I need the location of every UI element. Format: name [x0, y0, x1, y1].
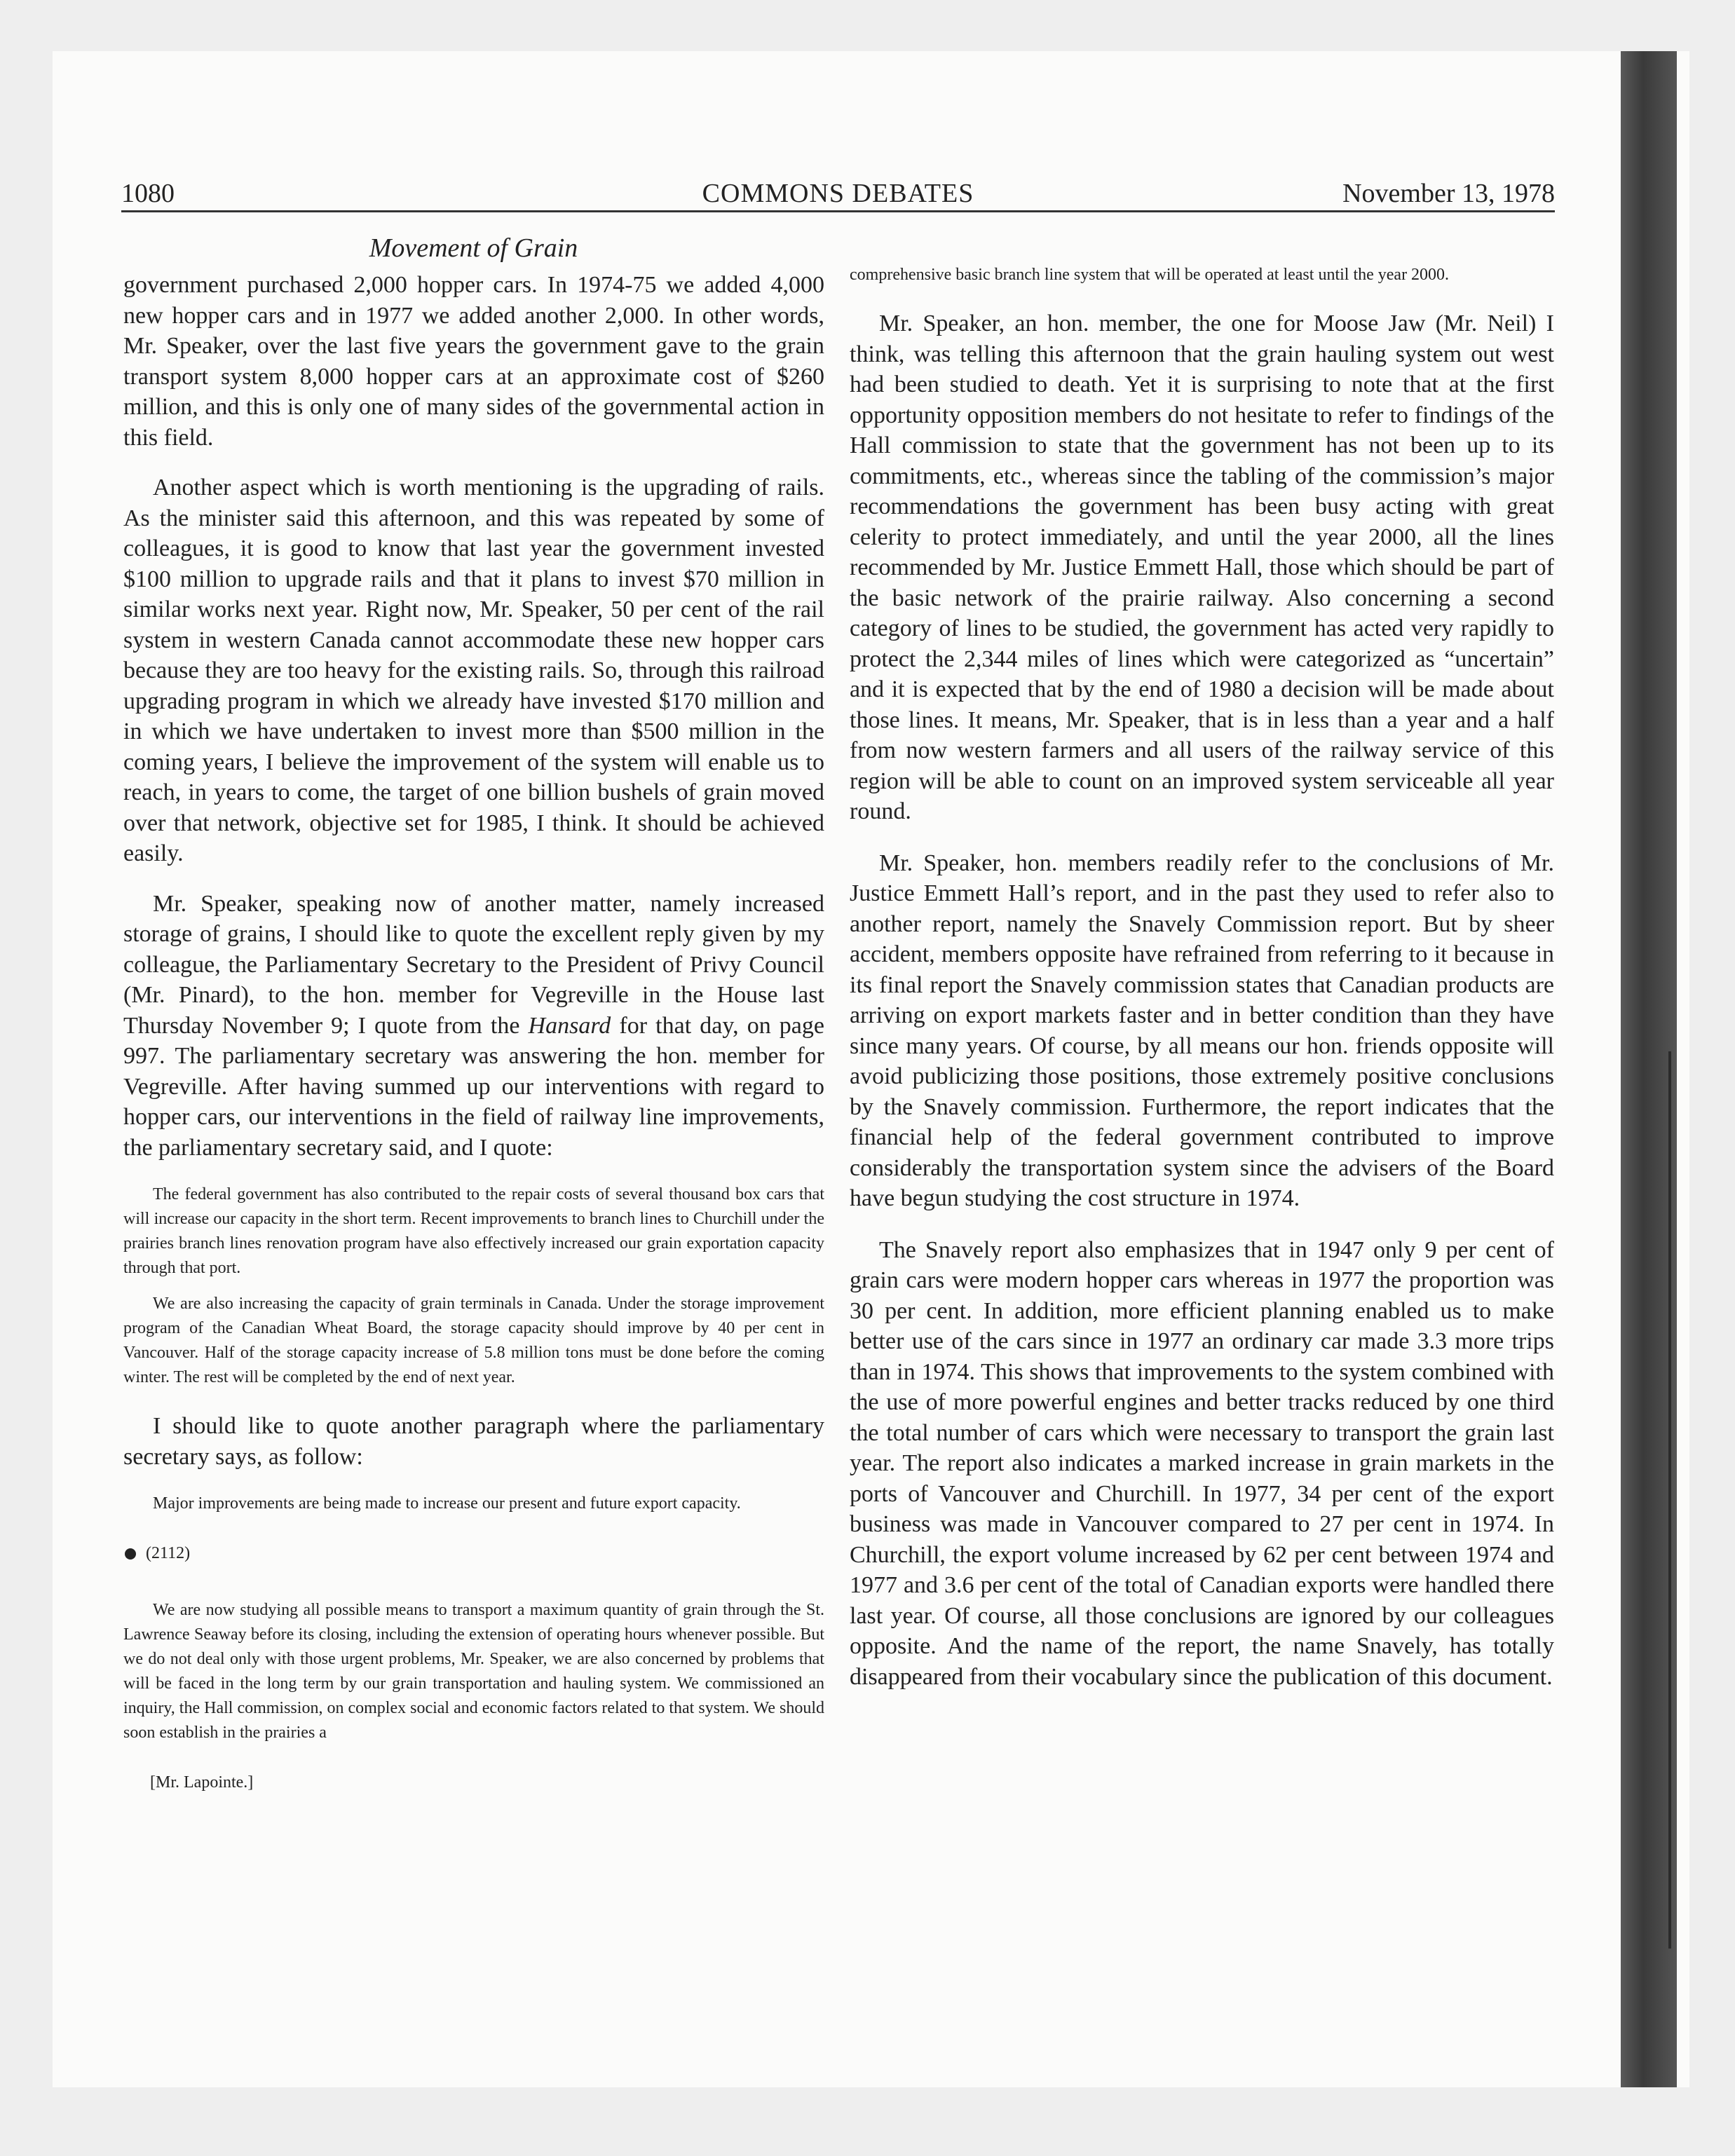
paragraph-text: Mr. Speaker, speaking now of another matter, namely increased storage of grains, I should like to quote the excellent reply given by my colleague, the Parliamentary Secretary to the President of Privy Council (Mr. Pinard), to the hon. member for Vegreville in the House last Thursday November 9; I quote from the — [123, 890, 824, 1039]
speaker-attribution: [Mr. Lapointe.] — [150, 1773, 254, 1792]
publication-title: COMMONS DEBATES — [702, 179, 974, 208]
paragraph: The Snavely report also emphasizes that in 1947 only 9 per cent of grain cars were modern hopper cars whereas in 1977 the proportion was 30 per cent. In addition, more efficient planning enabled us to make better use of the cars since in 1977 an ordinary car made 3.3 more trips than in 1974. This shows that improvements to the system combined with the use of more powerful engines and better tracks reduced by one third the total number of cars which were necessary to transport the grain last year. The report also indicates a marked increase in grain markets in the ports of Vancouver and Churchill. In 1977, 34 per cent of the export business was made in Vancouver compared to 27 per cent in 1974. In Churchill, the export volume increased by 62 per cent between 1974 and 1977 and 3.6 per cent of the total of Canadian exports were handled there last year. Of course, all those conclusions are ignored by our colleagues opposite. And the name of the report, the name Snavely, has totally disappeared from their vocabulary since the publication of this document. — [850, 1236, 1554, 1690]
block-quote: We are now studying all possible means to transport a maximum quantity of grain through the St. Lawrence Seaway before its closing, including the extension of operating hours whenever possible. But we do not deal only with those urgent problems, Mr. Speaker, we are also concerned by problems that will be faced in the long term by our grain transportation and hauling system. We commissioned an inquiry, the Hall commission, on complex social and economic factors related to that system. We should soon establish in the prairies a — [123, 1601, 824, 1742]
paragraph: Another aspect which is worth mentioning is the upgrading of rails. As the minister said this afternoon, and this was repeated by some of colleagues, it is good to know that last year the government invested $100 million to upgrade rails and that it plans to invest $70 million in similar works next year. Right now, Mr. Speaker, 50 per cent of the rail system in western Canada cannot accommodate these new hopper cars because they are too heavy for the existing rails. So, through this railroad upgrading program in which we already have invested $170 million and in which we have undertaken to invest more than $500 million in the coming years, I believe the improvement of the system will enable us to reach, in years to come, the target of one billion bushels of grain moved over that network, objective set for 1985, I think. It should be achieved easily. — [123, 475, 824, 866]
paragraph-text: for that day, on page 997. The parliamentary secretary was answering the hon. member for Vegreville. After having summed up our interventions with regard to hopper cars, our interventions in the field of railway line improvements, the parliamentary secretary said, and I quote: — [123, 1012, 824, 1161]
page-number: 1080 — [121, 179, 175, 208]
block-quote: The federal government has also contributed to the repair costs of several thousand box cars that will increase our capacity in the short term. Recent improvements to branch lines to Churchill under the prairies branch lines renovation program have also effectively increased our grain exportation capacity through that port. — [123, 1185, 824, 1277]
hansard-italic: Hansard — [528, 1012, 611, 1039]
left-column — [123, 270, 824, 1792]
page-header — [121, 174, 1555, 216]
scan-edge-line — [1668, 1051, 1671, 1949]
paragraph: Mr. Speaker, hon. members readily refer to the conclusions of Mr. Justice Emmett Hall’s report, and in the past they used to refer also to another report, namely the Snavely Commission report. But by sheer accident, members opposite have refrained from referring to it because in its final report the Snavely commission states that Canadian products are arriving on export markets faster and in better condition than they have since many years. Of course, by all means our hon. friends opposite will avoid publicizing those positions, those extremely positive conclusions by the Snavely commission. Furthermore, the report indicates that the financial help of the federal government contributed to improve considerably the transportation system since the advisers of the Board have begun studying the cost structure in 1974. — [850, 850, 1554, 1211]
paragraph — [123, 889, 824, 1164]
paragraph: Mr. Speaker, an hon. member, the one for Moose Jaw (Mr. Neil) I think, was telling this afternoon that the grain hauling system out west had been studied to death. Yet it is surprising to note that at the first opportunity opposition members do not hesitate to refer to findings of the Hall commission to state that the government has not been up to its commitments, etc., whereas since the tabling of the commission’s major recommendations the government has been busy acting with great celerity to protect immediately, and until the year 2000, all the lines recommended by Mr. Justice Emmett Hall, those which should be part of the basic network of the prairie railway. Also concerning a second category of lines to be studied, the government has acted very rapidly to protect the 2,344 miles of lines which were categorized as “uncertain” and it is expected that by the end of 1980 a decision will be made about those lines. It means, Mr. Speaker, that is in less than a year and a half from now western farmers and all users of the railway service of this region will be able to count on an improved system serviceable all year round. — [850, 311, 1554, 824]
block-quote: Major improvements are being made to increase our present and future export capacity. — [153, 1494, 741, 1513]
publication-date: November 13, 1978 — [1342, 179, 1555, 208]
bullet-dot-icon — [125, 1548, 136, 1560]
paragraph: I should like to quote another paragraph where the parliamentary secretary says, as follow: — [123, 1413, 824, 1470]
paragraph: government purchased 2,000 hopper cars. In 1974-75 we added 4,000 new hopper cars and in 1977 we added another 2,000. In other words, Mr. Speaker, over the last five years the government gave to the grain transport system 8,000 hopper cars at an approximate cost of $260 million, and this is only one of many sides of the governmental action in this field. — [123, 272, 824, 451]
section-title: Movement of Grain — [369, 233, 578, 263]
header-rule — [121, 210, 1555, 212]
right-column — [850, 263, 1554, 1713]
time-marker-text: (2112) — [146, 1544, 191, 1562]
block-quote: comprehensive basic branch line system that will be operated at least until the year 2000. — [850, 266, 1450, 284]
time-marker — [125, 1544, 824, 1563]
block-quote: We are also increasing the capacity of grain terminals in Canada. Under the storage improvement program of the Canadian Wheat Board, the storage capacity should improve by 40 per cent in Vancouver. Half of the storage capacity increase of 5.8 million tons must be done before the coming winter. The rest will be completed by the end of next year. — [123, 1295, 824, 1386]
